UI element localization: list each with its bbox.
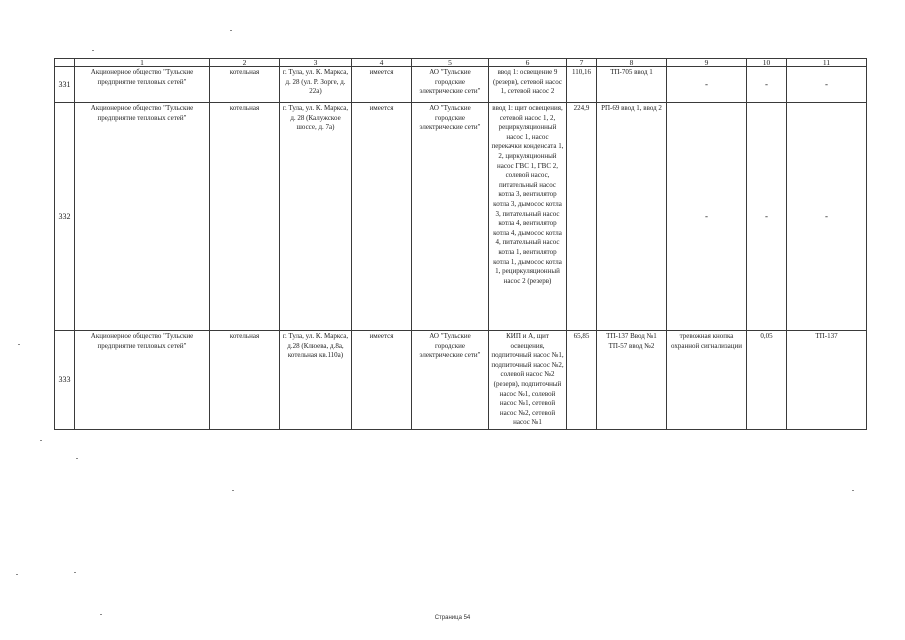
table-row (55, 331, 867, 430)
col10-cell: 0,05 (747, 331, 787, 430)
object-type-cell: котельная (210, 67, 280, 103)
equipment-cell: ввод 1: щит освещения, сетевой насос 1, 2, рециркуляционный насос 1, насос перекачки конденсата 1, 2, циркуляционный насос ГВС 1, ГВС 2, солевой насос, питательный насос котла 3, вентилятор котла 3, дымосос котла 3, питательный насос котла 4, вентилятор котла 4, дымосос котла 4, питательный насос котла 1, вентилятор котла 1, дымосос котла 1, рециркуляционный насос 2 (резерв) (489, 103, 567, 331)
col11-cell: - (787, 67, 867, 103)
header-cell: 9 (667, 59, 747, 67)
scan-speck (232, 490, 234, 491)
col10-cell: - (747, 67, 787, 103)
row-number: 333 (55, 331, 75, 430)
row-number: 332 (55, 103, 75, 331)
col9-cell: тревожная кнопка охранной сигнализации (667, 331, 747, 430)
equipment-cell: КИП и А, щит освещения, подпиточный насос №1, подпиточный насос №2, солевой насос №2 (резерв), подпиточный насос №1, солевой насос №1, сетевой насос №2, сетевой насос №1 (489, 331, 567, 430)
address-cell: г. Тула, ул. К. Маркса, д. 28 (Калужское шоссе, д. 7а) (280, 103, 352, 331)
supplier-cell: АО "Тульские городские электрические сети" (412, 331, 489, 430)
scan-speck (16, 574, 18, 575)
header-cell: 5 (412, 59, 489, 67)
col11-cell: ТП-137 (787, 331, 867, 430)
power-cell: 224,9 (567, 103, 597, 331)
feed-cell: ТП-137 Ввод №1 ТП-57 ввод №2 (597, 331, 667, 430)
header-cell: 8 (597, 59, 667, 67)
header-cell: 2 (210, 59, 280, 67)
equipment-cell: ввод 1: освещение 9 (резерв), сетевой насос 1, сетевой насос 2 (489, 67, 567, 103)
header-cell: 3 (280, 59, 352, 67)
organization-cell: Акционерное общество "Тульские предприятие тепловых сетей" (75, 331, 210, 430)
col9-cell: - (667, 67, 747, 103)
supplier-cell: АО "Тульские городские электрические сети" (412, 103, 489, 331)
supplier-cell: АО "Тульские городские электрические сети" (412, 67, 489, 103)
scan-speck (40, 440, 42, 441)
header-cell: 7 (567, 59, 597, 67)
status-cell: имеется (352, 331, 412, 430)
header-cell: 1 (75, 59, 210, 67)
scan-speck (92, 50, 94, 51)
status-cell: имеется (352, 103, 412, 331)
col9-cell: - (667, 103, 747, 331)
page-number-label: Страница 54 (434, 615, 471, 621)
header-cell: 10 (747, 59, 787, 67)
header-cell (55, 59, 75, 67)
table-row (55, 103, 867, 331)
register-table (54, 58, 867, 430)
scan-speck (852, 490, 854, 491)
address-cell: г. Тула, ул. К. Маркса, д. 28 (ул. Р. Зорге, д. 22а) (280, 67, 352, 103)
scan-speck (18, 344, 20, 345)
header-cell: 4 (352, 59, 412, 67)
object-type-cell: котельная (210, 103, 280, 331)
scan-speck (230, 30, 232, 31)
header-cell: 6 (489, 59, 567, 67)
organization-cell: Акционерное общество "Тульские предприятие тепловых сетей" (75, 103, 210, 331)
header-cell: 11 (787, 59, 867, 67)
row-number: 331 (55, 67, 75, 103)
feed-cell: ТП-705 ввод 1 (597, 67, 667, 103)
scan-speck (76, 458, 78, 459)
power-cell: 65,85 (567, 331, 597, 430)
scan-speck (74, 572, 76, 573)
feed-cell: РП-69 ввод 1, ввод 2 (597, 103, 667, 331)
address-cell: г. Тула, ул. К. Маркса, д.28 (Клюева, д.8а, котельная кв.110а) (280, 331, 352, 430)
organization-cell: Акционерное общество "Тульские предприятие тепловых сетей" (75, 67, 210, 103)
col10-cell: - (747, 103, 787, 331)
header-row (55, 59, 867, 67)
power-cell: 110,16 (567, 67, 597, 103)
object-type-cell: котельная (210, 331, 280, 430)
status-cell: имеется (352, 67, 412, 103)
table-row (55, 67, 867, 103)
col11-cell: - (787, 103, 867, 331)
